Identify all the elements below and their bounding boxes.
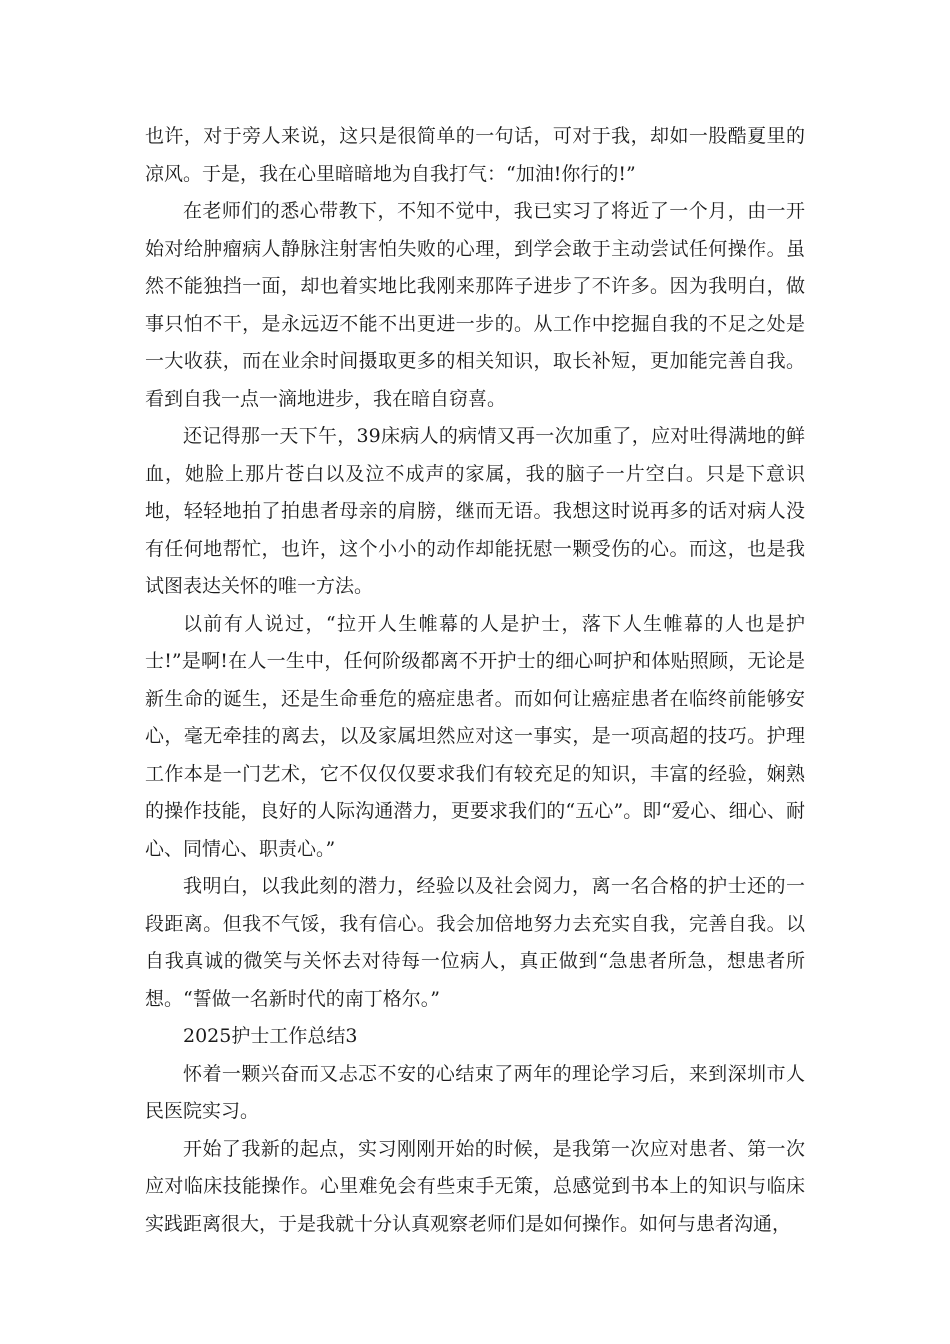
paragraph-5: 我明白，以我此刻的潜力，经验以及社会阅力，离一名合格的护士还的一段距离。但我不气馁，我有信心。我会加倍地努力去充实自我，完善自我。以自我真诚的微笑与关怀去对待每一位病人，真正做到“急患者所急，想患者所想。“誓做一名新时代的南丁格尔。” (145, 875, 805, 1010)
paragraph-7: 开始了我新的起点，实习刚刚开始的时候，是我第一次应对患者、第一次应对临床技能操作。心里难免会有些束手无策，总感觉到书本上的知识与临床实践距离很大，于是我就十分认真观察老师们是如何操作。如何与患者沟通， (145, 1137, 805, 1235)
paragraph-1: 也许，对于旁人来说，这只是很简单的一句话，可对于我，却如一股酷夏里的凉风。于是，我在心里暗暗地为自我打气：“加油!你行的!” (145, 125, 805, 185)
paragraph-3: 还记得那一天下午，39床病人的病情又再一次加重了，应对吐得满地的鲜血，她脸上那片苍白以及泣不成声的家属，我的脑子一片空白。只是下意识地，轻轻地拍了拍患者母亲的肩膀，继而无语。我想这时说再多的话对病人没有任何地帮忙，也许，这个小小的动作却能抚慰一颗受伤的心。而这，也是我试图表达关怀的唯一方法。 (145, 425, 805, 597)
paragraph-4: 以前有人说过，“拉开人生帷幕的人是护士，落下人生帷幕的人也是护士!”是啊!在人一生中，任何阶级都离不开护士的细心呵护和体贴照顾，无论是新生命的诞生，还是生命垂危的癌症患者。而如何让癌症患者在临终前能够安心，毫无牵挂的离去，以及家属坦然应对这一事实，是一项高超的技巧。护理工作本是一门艺术，它不仅仅仅要求我们有较充足的知识，丰富的经验，娴熟的操作技能，良好的人际沟通潜力，更要求我们的“五心”。即“爱心、细心、耐心、同情心、职责心。” (145, 612, 805, 860)
section-heading: 2025护士工作总结3 (183, 1025, 358, 1047)
paragraph-6: 怀着一颗兴奋而又忐忑不安的心结束了两年的理论学习后，来到深圳市人民医院实习。 (145, 1062, 805, 1122)
document-body (145, 118, 805, 1243)
paragraph-2: 在老师们的悉心带教下，不知不觉中，我已实习了将近了一个月，由一开始对给肿瘤病人静脉注射害怕失败的心理，到学会敢于主动尝试任何操作。虽然不能独挡一面，却也着实地比我刚来那阵子进步了不许多。因为我明白，做事只怕不干，是永远迈不能不出更进一步的。从工作中挖掘自我的不足之处是一大收获，而在业余时间摄取更多的相关知识，取长补短，更加能完善自我。看到自我一点一滴地进步，我在暗自窃喜。 (145, 200, 805, 410)
